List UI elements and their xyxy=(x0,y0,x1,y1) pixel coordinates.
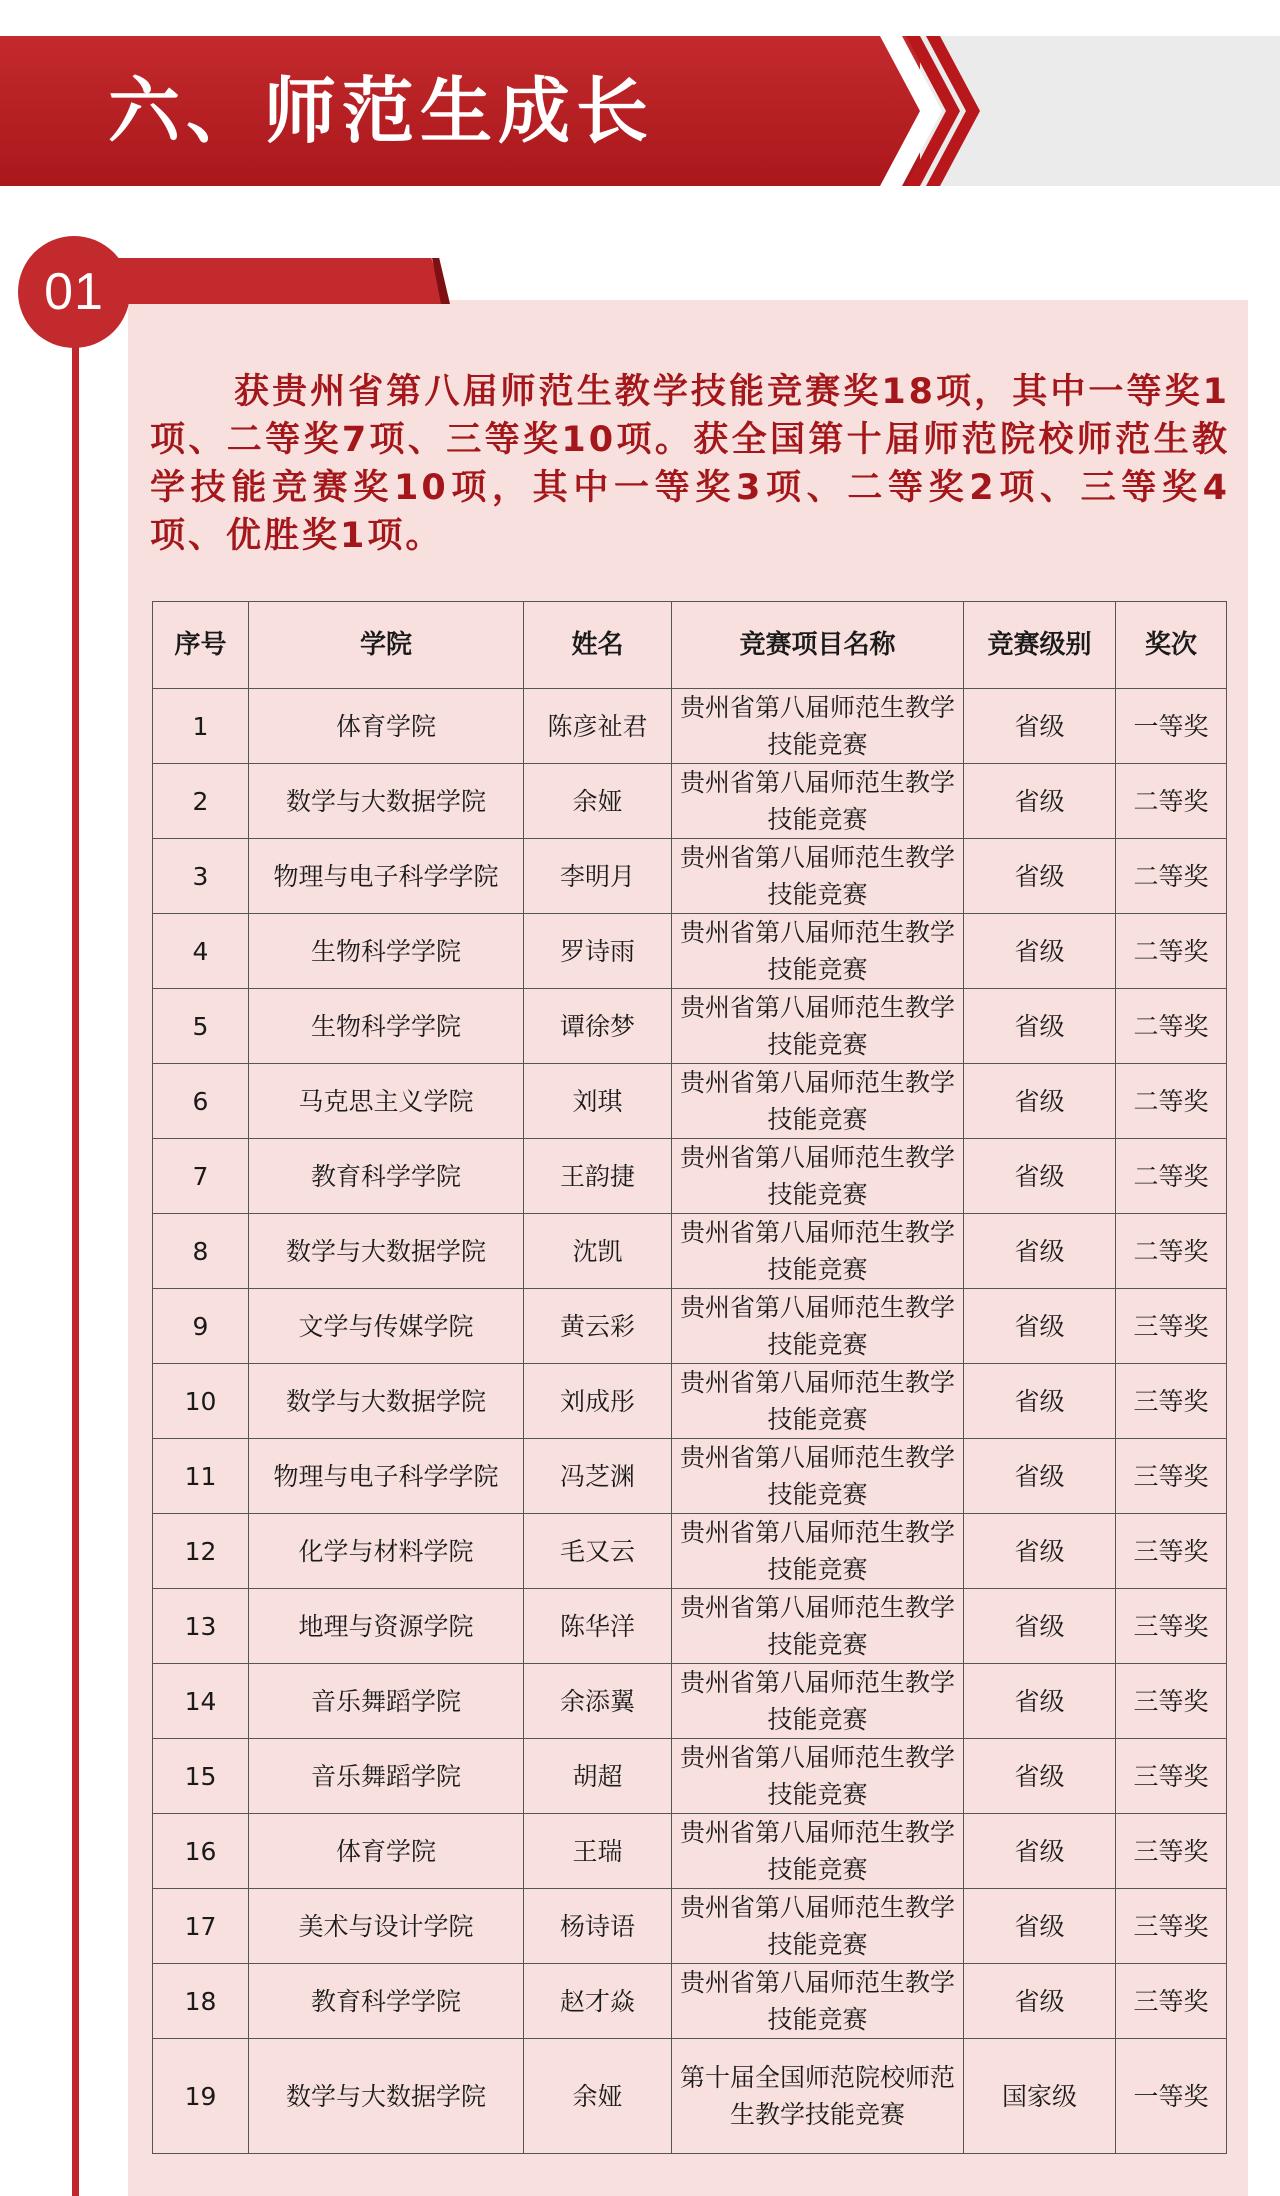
cell-college: 教育科学学院 xyxy=(249,1139,524,1214)
header-competition: 竞赛项目名称 xyxy=(672,602,964,689)
cell-competition: 贵州省第八届师范生教学技能竞赛 xyxy=(672,1364,964,1439)
cell-no: 8 xyxy=(153,1214,249,1289)
cell-level: 省级 xyxy=(964,1364,1116,1439)
table-row xyxy=(153,1214,1227,1289)
header-no: 序号 xyxy=(153,602,249,689)
header-name: 姓名 xyxy=(524,602,672,689)
table-row xyxy=(153,2039,1227,2154)
cell-competition: 贵州省第八届师范生教学技能竞赛 xyxy=(672,839,964,914)
cell-college: 文学与传媒学院 xyxy=(249,1289,524,1364)
header-college: 学院 xyxy=(249,602,524,689)
cell-competition: 贵州省第八届师范生教学技能竞赛 xyxy=(672,1289,964,1364)
cell-college: 体育学院 xyxy=(249,689,524,764)
cell-name: 杨诗语 xyxy=(524,1889,672,1964)
header-level: 竞赛级别 xyxy=(964,602,1116,689)
cell-award: 三等奖 xyxy=(1116,1664,1227,1739)
cell-no: 10 xyxy=(153,1364,249,1439)
cell-college: 音乐舞蹈学院 xyxy=(249,1664,524,1739)
cell-no: 2 xyxy=(153,764,249,839)
cell-level: 省级 xyxy=(964,764,1116,839)
cell-name: 王韵捷 xyxy=(524,1139,672,1214)
cell-award: 三等奖 xyxy=(1116,1439,1227,1514)
cell-name: 陈彦祉君 xyxy=(524,689,672,764)
cell-name: 黄云彩 xyxy=(524,1289,672,1364)
cell-competition: 贵州省第八届师范生教学技能竞赛 xyxy=(672,1439,964,1514)
cell-name: 李明月 xyxy=(524,839,672,914)
cell-no: 18 xyxy=(153,1964,249,2039)
cell-college: 音乐舞蹈学院 xyxy=(249,1739,524,1814)
table-row xyxy=(153,839,1227,914)
cell-college: 数学与大数据学院 xyxy=(249,1214,524,1289)
cell-no: 17 xyxy=(153,1889,249,1964)
table-row xyxy=(153,1514,1227,1589)
cell-no: 7 xyxy=(153,1139,249,1214)
cell-name: 胡超 xyxy=(524,1739,672,1814)
page-title: 六、师范生成长 xyxy=(108,69,655,153)
cell-award: 二等奖 xyxy=(1116,764,1227,839)
cell-no: 19 xyxy=(153,2039,249,2154)
table-row xyxy=(153,1814,1227,1889)
cell-no: 5 xyxy=(153,989,249,1064)
cell-college: 美术与设计学院 xyxy=(249,1889,524,1964)
cell-level: 省级 xyxy=(964,1664,1116,1739)
cell-award: 二等奖 xyxy=(1116,1139,1227,1214)
cell-college: 教育科学学院 xyxy=(249,1964,524,2039)
cell-level: 省级 xyxy=(964,1589,1116,1664)
table-row xyxy=(153,1964,1227,2039)
cell-competition: 贵州省第八届师范生教学技能竞赛 xyxy=(672,1139,964,1214)
cell-no: 13 xyxy=(153,1589,249,1664)
cell-college: 体育学院 xyxy=(249,1814,524,1889)
cell-award: 三等奖 xyxy=(1116,1889,1227,1964)
cell-competition: 贵州省第八届师范生教学技能竞赛 xyxy=(672,1214,964,1289)
cell-college: 生物科学学院 xyxy=(249,914,524,989)
chevron-decoration-icon xyxy=(880,36,990,186)
cell-award: 三等奖 xyxy=(1116,1964,1227,2039)
cell-level: 省级 xyxy=(964,1814,1116,1889)
table-row xyxy=(153,1064,1227,1139)
cell-no: 11 xyxy=(153,1439,249,1514)
table-row xyxy=(153,689,1227,764)
table-row xyxy=(153,914,1227,989)
cell-college: 物理与电子科学学院 xyxy=(249,1439,524,1514)
cell-competition: 贵州省第八届师范生教学技能竞赛 xyxy=(672,764,964,839)
table-row xyxy=(153,989,1227,1064)
cell-award: 三等奖 xyxy=(1116,1289,1227,1364)
cell-competition: 贵州省第八届师范生教学技能竞赛 xyxy=(672,989,964,1064)
cell-name: 刘成彤 xyxy=(524,1364,672,1439)
cell-name: 赵才焱 xyxy=(524,1964,672,2039)
cell-level: 省级 xyxy=(964,689,1116,764)
cell-level: 省级 xyxy=(964,1514,1116,1589)
cell-no: 3 xyxy=(153,839,249,914)
cell-competition: 贵州省第八届师范生教学技能竞赛 xyxy=(672,914,964,989)
cell-college: 数学与大数据学院 xyxy=(249,1364,524,1439)
cell-name: 毛又云 xyxy=(524,1514,672,1589)
cell-name: 王瑞 xyxy=(524,1814,672,1889)
cell-award: 二等奖 xyxy=(1116,1214,1227,1289)
cell-award: 三等奖 xyxy=(1116,1514,1227,1589)
cell-name: 谭徐梦 xyxy=(524,989,672,1064)
cell-award: 二等奖 xyxy=(1116,839,1227,914)
cell-competition: 贵州省第八届师范生教学技能竞赛 xyxy=(672,1514,964,1589)
cell-level: 省级 xyxy=(964,989,1116,1064)
cell-name: 冯芝渊 xyxy=(524,1439,672,1514)
cell-name: 余娅 xyxy=(524,2039,672,2154)
cell-level: 省级 xyxy=(964,1064,1116,1139)
table-row xyxy=(153,1289,1227,1364)
cell-level: 省级 xyxy=(964,1739,1116,1814)
cell-no: 15 xyxy=(153,1739,249,1814)
cell-college: 物理与电子科学学院 xyxy=(249,839,524,914)
cell-level: 省级 xyxy=(964,1964,1116,2039)
cell-level: 省级 xyxy=(964,839,1116,914)
table-row xyxy=(153,1889,1227,1964)
cell-college: 地理与资源学院 xyxy=(249,1589,524,1664)
table-row xyxy=(153,1664,1227,1739)
table-body xyxy=(153,689,1227,2154)
cell-no: 16 xyxy=(153,1814,249,1889)
table-row xyxy=(153,764,1227,839)
cell-college: 数学与大数据学院 xyxy=(249,2039,524,2154)
timeline-line xyxy=(72,300,79,2196)
cell-level: 省级 xyxy=(964,1439,1116,1514)
section-number: 01 xyxy=(18,236,130,348)
cell-level: 省级 xyxy=(964,1214,1116,1289)
cell-level: 省级 xyxy=(964,1889,1116,1964)
cell-competition: 贵州省第八届师范生教学技能竞赛 xyxy=(672,689,964,764)
table-row xyxy=(153,1139,1227,1214)
intro-paragraph: 获贵州省第八届师范生教学技能竞赛奖18项，其中一等奖1项、二等奖7项、三等奖10项。获全国第十届师范院校师范生教学技能竞赛奖10项，其中一等奖3项、二等奖2项、三等奖4项、优胜奖1项。 xyxy=(150,372,1230,556)
cell-name: 陈华洋 xyxy=(524,1589,672,1664)
table-header-row xyxy=(153,602,1227,689)
table-row xyxy=(153,1439,1227,1514)
cell-competition: 贵州省第八届师范生教学技能竞赛 xyxy=(672,1739,964,1814)
cell-award: 三等奖 xyxy=(1116,1739,1227,1814)
cell-award: 二等奖 xyxy=(1116,989,1227,1064)
header-award: 奖次 xyxy=(1116,602,1227,689)
cell-award: 二等奖 xyxy=(1116,1064,1227,1139)
cell-competition: 贵州省第八届师范生教学技能竞赛 xyxy=(672,1889,964,1964)
cell-award: 二等奖 xyxy=(1116,914,1227,989)
cell-no: 14 xyxy=(153,1664,249,1739)
cell-college: 化学与材料学院 xyxy=(249,1514,524,1589)
cell-college: 生物科学学院 xyxy=(249,989,524,1064)
table-row xyxy=(153,1739,1227,1814)
cell-competition: 贵州省第八届师范生教学技能竞赛 xyxy=(672,1964,964,2039)
cell-award: 一等奖 xyxy=(1116,2039,1227,2154)
cell-competition: 贵州省第八届师范生教学技能竞赛 xyxy=(672,1064,964,1139)
cell-award: 三等奖 xyxy=(1116,1364,1227,1439)
table-row xyxy=(153,1589,1227,1664)
cell-name: 余添翼 xyxy=(524,1664,672,1739)
cell-competition: 贵州省第八届师范生教学技能竞赛 xyxy=(672,1814,964,1889)
cell-college: 数学与大数据学院 xyxy=(249,764,524,839)
cell-award: 一等奖 xyxy=(1116,689,1227,764)
cell-competition: 贵州省第八届师范生教学技能竞赛 xyxy=(672,1589,964,1664)
section-tab xyxy=(105,258,445,304)
awards-table xyxy=(152,601,1227,2154)
cell-level: 省级 xyxy=(964,1289,1116,1364)
cell-no: 9 xyxy=(153,1289,249,1364)
cell-level: 省级 xyxy=(964,914,1116,989)
table-row xyxy=(153,1364,1227,1439)
cell-award: 三等奖 xyxy=(1116,1589,1227,1664)
cell-no: 12 xyxy=(153,1514,249,1589)
cell-level: 省级 xyxy=(964,1139,1116,1214)
cell-name: 沈凯 xyxy=(524,1214,672,1289)
cell-competition: 贵州省第八届师范生教学技能竞赛 xyxy=(672,1664,964,1739)
cell-award: 三等奖 xyxy=(1116,1814,1227,1889)
cell-name: 余娅 xyxy=(524,764,672,839)
cell-no: 4 xyxy=(153,914,249,989)
cell-college: 马克思主义学院 xyxy=(249,1064,524,1139)
cell-level: 国家级 xyxy=(964,2039,1116,2154)
cell-name: 罗诗雨 xyxy=(524,914,672,989)
cell-name: 刘琪 xyxy=(524,1064,672,1139)
cell-competition: 第十届全国师范院校师范生教学技能竞赛 xyxy=(672,2039,964,2154)
cell-no: 1 xyxy=(153,689,249,764)
cell-no: 6 xyxy=(153,1064,249,1139)
